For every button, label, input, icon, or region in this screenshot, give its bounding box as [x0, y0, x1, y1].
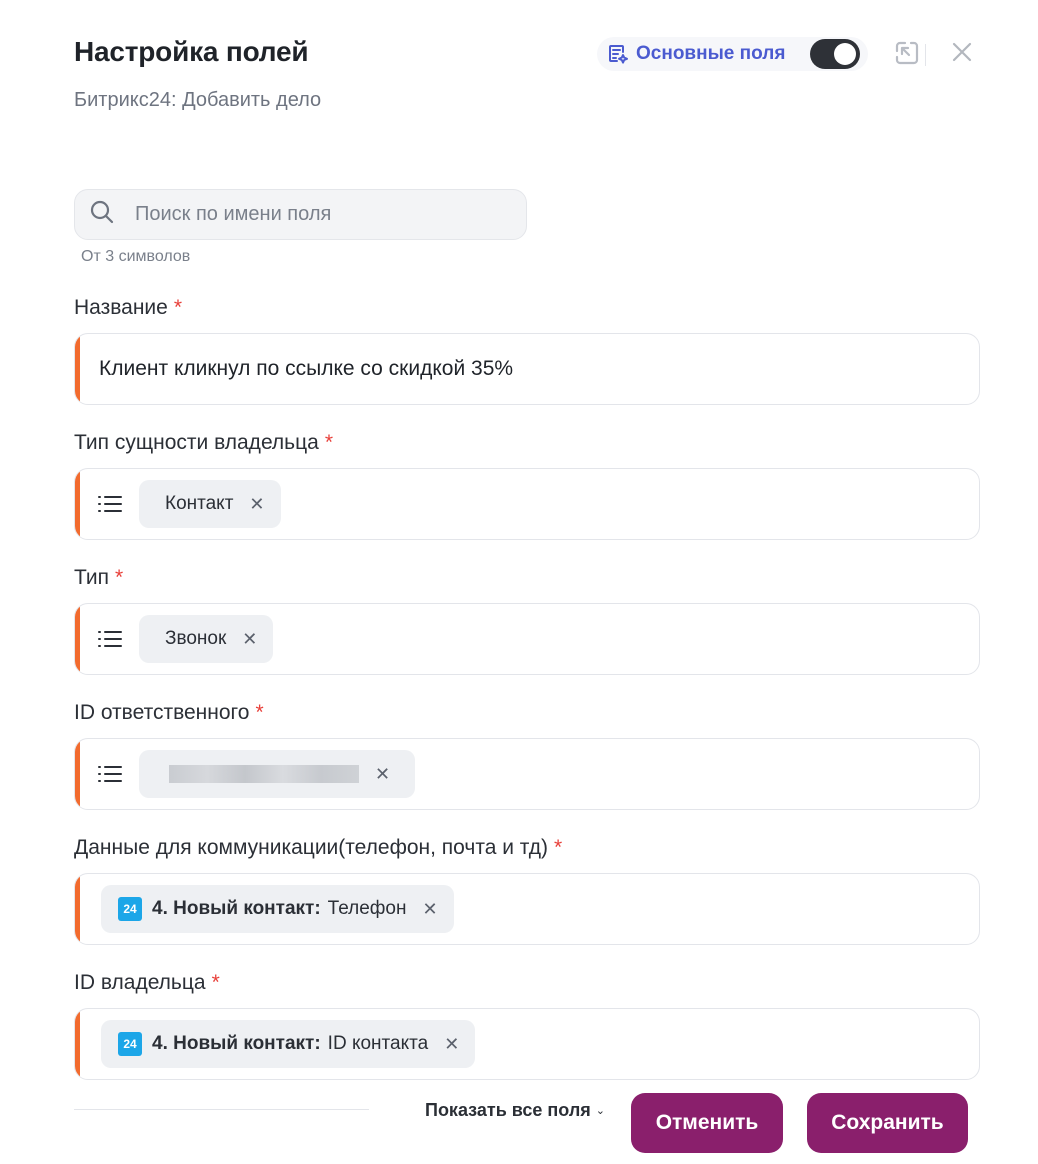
- field-search[interactable]: [74, 189, 527, 240]
- toggle-knob: [834, 43, 856, 65]
- field-communication-input[interactable]: [74, 873, 980, 945]
- close-button[interactable]: [946, 38, 978, 70]
- remove-icon[interactable]: ✕: [249, 493, 265, 514]
- field-label-text: Тип сущности владельца: [74, 431, 319, 454]
- cancel-button[interactable]: Отменить: [631, 1093, 783, 1153]
- field-value: Клиент кликнул по ссылке со скидкой 35%: [99, 357, 514, 380]
- field-label-text: ID ответственного: [74, 701, 250, 724]
- chip-label: Контакт: [165, 493, 234, 514]
- chevron-down-icon: ⌄: [595, 1105, 605, 1117]
- list-icon[interactable]: [97, 628, 123, 650]
- field-owner-id-input[interactable]: [74, 1008, 980, 1080]
- header-divider: [925, 44, 926, 66]
- remove-icon[interactable]: ✕: [422, 898, 438, 919]
- value-chip: [139, 480, 281, 528]
- remove-icon[interactable]: ✕: [444, 1033, 460, 1054]
- required-mark: *: [553, 836, 563, 859]
- page-title: Настройка полей: [74, 36, 309, 67]
- page-subtitle: Битрикс24: Добавить дело: [74, 89, 322, 111]
- field-label-owner-id: [74, 971, 220, 995]
- field-label-type: [74, 566, 123, 590]
- edit-note-icon: [607, 43, 629, 65]
- chip-field: Телефон: [327, 898, 407, 919]
- main-fields-switch[interactable]: [597, 37, 868, 71]
- remove-icon[interactable]: ✕: [375, 763, 391, 784]
- main-fields-toggle[interactable]: [810, 39, 860, 69]
- value-chip: [139, 750, 415, 798]
- variable-chip: [101, 885, 454, 933]
- field-label-owner-type: [74, 431, 333, 455]
- field-title-input[interactable]: [74, 333, 980, 405]
- variable-chip: [101, 1020, 475, 1068]
- required-mark: *: [115, 566, 124, 589]
- chip-label: Звонок: [165, 628, 227, 649]
- value-chip: [139, 615, 273, 663]
- field-label-text: Название: [74, 296, 168, 319]
- search-hint: От 3 символов: [81, 248, 191, 265]
- remove-icon[interactable]: ✕: [242, 628, 258, 649]
- show-all-label: Показать все поля: [425, 1100, 591, 1120]
- save-button[interactable]: Сохранить: [807, 1093, 968, 1153]
- field-type-select[interactable]: [74, 603, 980, 675]
- field-label-communication: [74, 836, 562, 860]
- field-owner-type-select[interactable]: [74, 468, 980, 540]
- required-mark: *: [324, 431, 334, 454]
- field-label-text: Тип: [74, 566, 110, 589]
- show-all-fields-button[interactable]: [425, 1100, 605, 1121]
- bitrix24-icon: 24: [118, 1032, 142, 1056]
- chip-field: ID контакта: [327, 1033, 429, 1054]
- list-icon[interactable]: [97, 763, 123, 785]
- field-label-text: Данные для коммуникации(телефон, почта и тд): [74, 836, 548, 859]
- required-mark: *: [255, 701, 264, 724]
- bitrix24-icon: 24: [118, 897, 142, 921]
- chip-source: 4. Новый контакт:: [152, 898, 321, 919]
- required-mark: *: [173, 296, 183, 319]
- required-mark: *: [211, 971, 220, 994]
- search-icon: [89, 199, 115, 230]
- expand-button[interactable]: [890, 38, 924, 72]
- expand-icon: [893, 39, 921, 72]
- list-icon[interactable]: [97, 493, 123, 515]
- close-icon: [951, 41, 973, 68]
- field-label-title: [74, 296, 182, 320]
- field-responsible-id-select[interactable]: [74, 738, 980, 810]
- field-label-text: ID владельца: [74, 971, 206, 994]
- chip-source: 4. Новый контакт:: [152, 1033, 321, 1054]
- search-input[interactable]: [135, 203, 495, 226]
- field-label-responsible-id: [74, 701, 264, 725]
- footer-divider: [74, 1109, 369, 1110]
- main-fields-label: Основные поля: [636, 43, 786, 64]
- redacted-value: [169, 765, 359, 783]
